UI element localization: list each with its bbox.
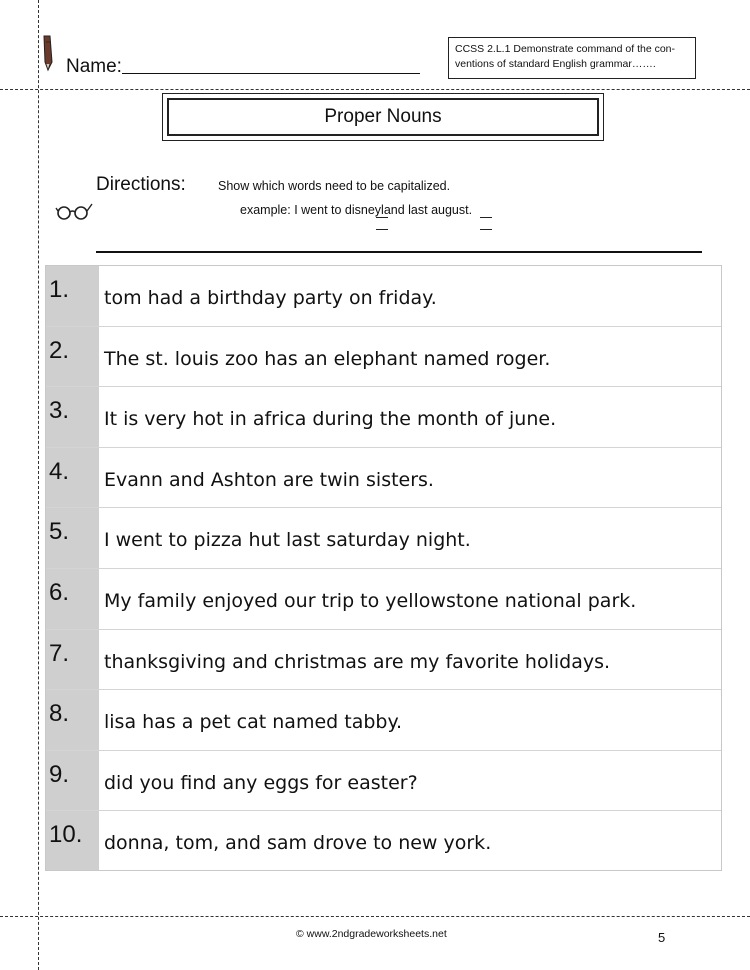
exercise-table (45, 265, 722, 871)
exercise-row[interactable] (46, 630, 721, 691)
exercise-row[interactable] (46, 387, 721, 448)
page-title: Proper Nouns (167, 98, 599, 136)
standard-line-2: ventions of standard English grammar……. (455, 57, 656, 70)
exercise-sentence[interactable]: donna, tom, and sam drove to new york. (104, 832, 492, 855)
vertical-cut-guide (38, 0, 39, 970)
directions-divider (96, 251, 702, 253)
exercise-row[interactable] (46, 266, 721, 327)
exercise-number: 9. (49, 760, 70, 788)
name-label: Name: (66, 56, 122, 77)
standard-box (448, 37, 696, 79)
example-underline-mark (376, 229, 388, 230)
name-write-line[interactable] (122, 73, 420, 74)
exercise-row[interactable] (46, 811, 721, 872)
bottom-cut-guide (0, 916, 750, 917)
exercise-sentence[interactable]: tom had a birthday party on friday. (104, 287, 437, 309)
directions-label: Directions: (96, 174, 186, 195)
exercise-sentence[interactable]: The st. louis zoo has an elephant named roger. (104, 347, 551, 370)
exercise-row[interactable] (46, 327, 721, 388)
exercise-row[interactable] (46, 448, 721, 509)
top-cut-guide (0, 89, 750, 90)
exercise-sentence[interactable]: It is very hot in africa during the month of june. (104, 408, 557, 431)
exercise-number: 1. (49, 276, 70, 303)
standard-line-1: CCSS 2.L.1 Demonstrate command of the con- (455, 43, 676, 55)
pencil-icon (40, 34, 62, 74)
exercise-number: 3. (49, 397, 70, 425)
exercise-sentence[interactable]: lisa has a pet cat named tabby. (104, 711, 403, 734)
page-number: 5 (658, 930, 666, 945)
exercise-row[interactable] (46, 508, 721, 569)
exercise-number: 8. (49, 700, 70, 728)
exercise-sentence[interactable]: I went to pizza hut last saturday night. (104, 529, 471, 552)
exercise-row[interactable] (46, 690, 721, 751)
exercise-sentence[interactable]: Evann and Ashton are twin sisters. (104, 468, 434, 491)
title-box (162, 93, 604, 141)
exercise-sentence[interactable]: thanksgiving and christmas are my favorite holidays. (104, 650, 611, 673)
exercise-number: 10. (49, 821, 83, 849)
exercise-row[interactable] (46, 569, 721, 630)
example-underline-mark (480, 229, 492, 230)
exercise-number: 7. (49, 639, 70, 667)
directions-text: Show which words need to be capitalized. (218, 179, 451, 193)
glasses-icon (54, 202, 94, 222)
exercise-number: 2. (49, 336, 70, 364)
exercise-sentence[interactable]: My family enjoyed our trip to yellowstone national park. (104, 590, 637, 612)
exercise-sentence[interactable]: did you find any eggs for easter? (104, 771, 418, 794)
exercise-row[interactable] (46, 751, 721, 812)
example-text: example: I went to disneyland last august. (240, 203, 473, 217)
exercise-number: 4. (49, 457, 70, 485)
example-underline-mark (480, 217, 492, 218)
exercise-number: 6. (49, 579, 70, 606)
example-underline-mark (376, 217, 388, 218)
exercise-number: 5. (49, 518, 70, 546)
footer-website: © www.2ndgradeworksheets.net (296, 928, 447, 940)
